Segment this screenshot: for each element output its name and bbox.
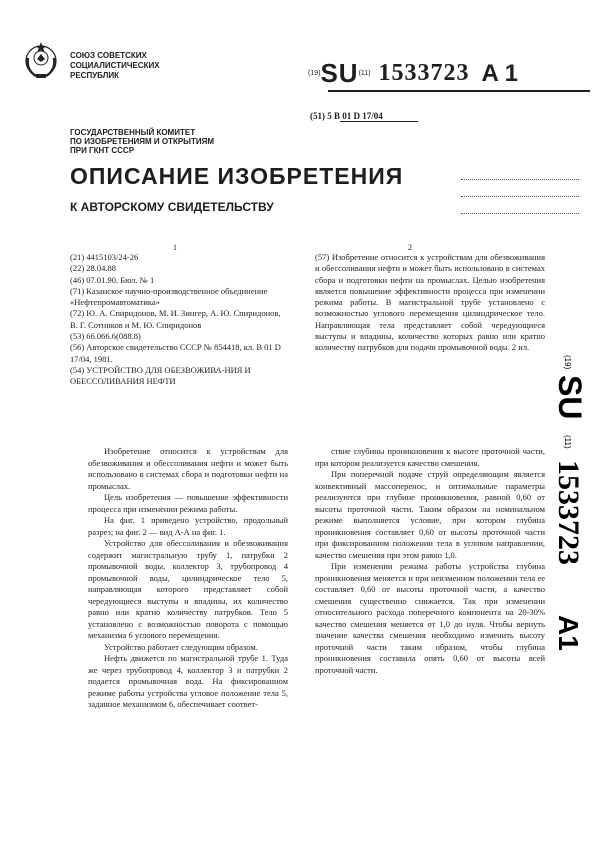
- body-paragraph: Нефть движется по магистральной трубе 1. Туда же через трубопровод 4, коллектор 3 и патрубки 2 подается промывочная вода. На фиксированном режиме работы устройства угловое положение тела 5, заданное механизмом 6, обеспечивает соответ-: [88, 653, 288, 709]
- body-paragraph: ствие глубины проникновения к высоте проточной части, при котором реализуется качество смешения.: [315, 446, 545, 468]
- union-line: СОЦИАЛИСТИЧЕСКИХ: [70, 61, 160, 70]
- column-number: 2: [408, 243, 412, 252]
- ipc-underline: [340, 121, 418, 122]
- biblio-entry: (22) 28.04.88: [70, 263, 117, 274]
- document-kind: A 1: [481, 59, 518, 87]
- committee-line: ПРИ ГКНТ СССР: [70, 146, 135, 155]
- biblio-entry: (21) 4415103/24-26: [70, 252, 139, 262]
- body-paragraph: Устройство работает следующим образом.: [104, 641, 258, 652]
- committee-name: [70, 128, 310, 155]
- body-paragraph: При поперечной подаче струй определяющим является конвективный массоперенос, и оптимальные параметры реализуются при глубине проникновения, равной 0,60 от высоты проточной части. Таким образом на номинальном режиме выполняется условие, при котором глубина проникновения составляет 0,60 от высоты проточной части при фиксированном положении тела в угловом направлении, качество смешения при этом равно 1,0.: [315, 469, 545, 560]
- patent-number: 1533723: [378, 60, 470, 86]
- abstract-text: (57) Изобретение относится к устройствам для обезвоживания и обессоливания нефти и может быть использовано в системах сбора и подготовки нефти на промыслах. Целью изобретения является повышение эффективности процесса при изменении режима работы. В магистральной трубе установлено с возможностью углового перемещения цилиндрическое тело. Направляющая тела представляет собой чередующиеся выступы и впадины, количество которых равно или кратно количеству патрубков для подачи промывочной воды. 2 ил.: [315, 252, 545, 353]
- biblio-entry: (56) Авторское свидетельство СССР № 854418, кл. B 01 D 17/04, 1981.: [70, 342, 281, 364]
- description-left-column: [88, 446, 288, 711]
- body-paragraph: На фиг. 1 приведено устройство, продольный разрез; на фиг. 2 — вид А-А на фиг. 1.: [88, 515, 288, 537]
- side-patent-number: [546, 350, 596, 800]
- document-title: ОПИСАНИЕ ИЗОБРЕТЕНИЯ: [70, 163, 404, 189]
- side-code-11: (11): [563, 435, 572, 449]
- side-code-19: (19): [563, 355, 572, 370]
- committee-line: ПО ИЗОБРЕТЕНИЯМ И ОТКРЫТИЯМ: [70, 137, 215, 146]
- union-line: СОЮЗ СОВЕТСКИХ: [70, 51, 147, 60]
- description-right-column: [315, 446, 545, 676]
- union-line: РЕСПУБЛИК: [70, 71, 119, 80]
- column-number: 1: [173, 243, 177, 252]
- stamp-line: [461, 200, 579, 214]
- abstract: [315, 252, 545, 354]
- body-paragraph: Изобретение относится к устройствам для обезвоживания и обессоливания нефти и может быть использовано в системах сбора и подготовки нефти на промыслах.: [88, 446, 288, 491]
- biblio-entry: (53) 66.066.6(088.8): [70, 331, 141, 342]
- ipc-code: (51) 5: [310, 111, 332, 121]
- ipc-value: B 01 D 17/04: [334, 111, 383, 121]
- biblio-entry: (71) Казанское научно-производственное объединение «Нефтепромавтоматика»: [70, 285, 268, 308]
- state-emblem-icon: [22, 40, 60, 80]
- biblio-entry: (46) 07.01.90. Бюл. № 1: [70, 274, 155, 285]
- side-number: 1533723: [552, 460, 585, 565]
- biblio-entry: (54) УСТРОЙСТВО ДЛЯ ОБЕЗВОЖИВА-НИЯ И ОБЕССОЛИВАНИЯ НЕФТИ: [70, 364, 251, 387]
- stamp-line: [461, 166, 579, 180]
- body-paragraph: Цель изобретения — повышение эффективности процесса при изменении режима работы.: [88, 492, 288, 514]
- side-country-code: SU: [552, 375, 588, 420]
- inid-code-11: (11): [358, 70, 371, 77]
- number-underline: [328, 90, 590, 92]
- stamp-line: [461, 183, 579, 197]
- bibliographic-data: [70, 252, 285, 388]
- body-paragraph: Устройство для обессоливания и обезвоживания содержит магистральную трубу 1, патрубки 2 промывочной воды, коллектор 3, трубопровод 4 промывочной воды, цилиндрическое тело 5, направляющая которого представляет собой чередующиеся выступы и впадины, их количество равно или кратно количеству патрубков. Тело 5 установлено с возможностью поворота с помощью механизма 6 углового перемещения.: [88, 538, 288, 640]
- patent-number-block: [308, 58, 593, 90]
- body-paragraph: При изменении режима работы устройства глубина проникновения меняется и при неизменном положении тела ее составляет 0,60 от высоты проточной части, а качество смешения существенно снижается. Так при изменении относительного расхода поперечного компонента на 20-30% качество смешения меняется от 1,0 до нуля. Чтобы вернуть значение качества смешения необходимо изменить высоту проточной части таким образом, чтобы глубина проникновения составила опять 0,60 от высоты всей проточной части.: [315, 561, 545, 675]
- side-kind: A1: [553, 615, 584, 651]
- country-code: SU: [320, 58, 359, 88]
- committee-line: ГОСУДАРСТВЕННЫЙ КОМИТЕТ: [70, 128, 196, 137]
- library-stamp: [455, 163, 585, 218]
- biblio-entry: (72) Ю. А. Спиридонов, М. И. Зингер, А. Ю. Спиридонов, В. Г. Сотников и М. Ю. Спиридонов: [70, 308, 281, 330]
- inid-code-19: (19): [308, 70, 321, 77]
- document-subtitle: К АВТОРСКОМУ СВИДЕТЕЛЬСТВУ: [70, 200, 274, 214]
- union-name: [70, 51, 190, 81]
- ipc-classification: [310, 111, 383, 121]
